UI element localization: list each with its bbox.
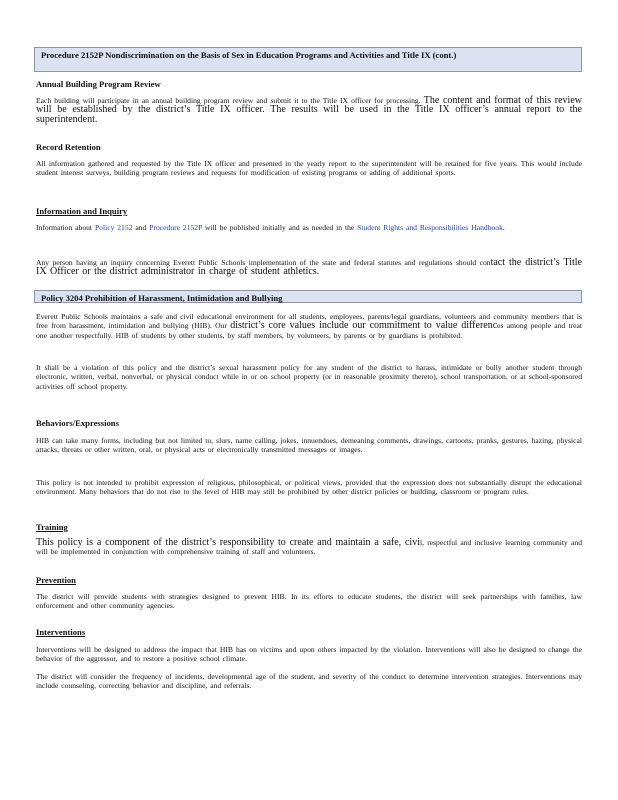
heading-prevention: Prevention bbox=[36, 575, 76, 585]
info-text-a: Information about bbox=[36, 223, 93, 232]
paragraph-behaviors-2: This policy is not intended to prohibit expression of religious, philosophical, or political views, provided that the expression does not substantially disrupt the educational environment. Many behaviors that do not rise to the level of HIB may still be prohibited by other district policies or building, classroom or program rules. bbox=[36, 478, 582, 497]
inquiry-text-b: tact the district’s Title IX Officer or the district administrator in charge of student athletics. bbox=[36, 257, 583, 278]
info-text-c: will be published initially and as needed in the bbox=[204, 223, 355, 232]
policy-text-b: district’s core values include our commitment to value differenc bbox=[230, 320, 498, 332]
heading-information-inquiry: Information and Inquiry bbox=[36, 206, 128, 216]
link-student-handbook[interactable]: Student Rights and Responsibilities Handbook bbox=[357, 223, 503, 232]
header-title: Procedure 2152P Nondiscrimination on the Basis of Sex in Education Programs and Activities and Title IX (cont.) bbox=[41, 50, 457, 60]
paragraph-policy-1 bbox=[36, 312, 582, 340]
paragraph-annual-review bbox=[36, 96, 582, 124]
policy-text-a: Everett Public Schools maintains a safe and civil educational environment for all students, employees, parents/legal guardians, volunteers and community members that is free from harassment, intimidation and bullying (HIB). Our bbox=[36, 312, 582, 331]
heading-record-retention: Record Retention bbox=[36, 142, 101, 152]
annual-text-2: The content and format of this review will be established by the district’s Title IX officer. The results will be used in the Title IX officer’s annual report to the superintendent. bbox=[36, 95, 582, 125]
heading-interventions: Interventions bbox=[36, 627, 86, 637]
annual-text-1: Each building will participate in an annual building program review and submit it to the Title IX officer for processing. bbox=[36, 96, 421, 105]
paragraph-record-retention: All information gathered and requested by the Title IX officer and presented in the yearly report to the superintendent will be retained for five years. This would include student interest surveys, building program reviews and requests for modification of existing programs or adding of additional sports. bbox=[36, 159, 582, 178]
inquiry-text-a: Any person having an inquiry concerning Everett Public Schools implementation of the state and federal statutes and regulations should con bbox=[36, 258, 491, 267]
section-header-procedure-2152p bbox=[34, 47, 582, 72]
paragraph-interventions-1: Interventions will be designed to address the impact that HIB has on victims and upon others impacted by the violation. Interventions will also be designed to change the behavior of the aggressor, and to restore a positive school climate. bbox=[36, 645, 582, 664]
training-text-a: This policy is a component of the district’s responsibility to create and maintain a safe, civi bbox=[36, 537, 420, 548]
paragraph-inquiry bbox=[36, 258, 582, 277]
paragraph-training bbox=[36, 538, 582, 557]
heading-annual-review: Annual Building Program Review bbox=[36, 79, 161, 89]
link-procedure-2152p[interactable]: Procedure 2152P bbox=[149, 223, 203, 232]
paragraph-behaviors-1: HIB can take many forms, including but not limited to, slurs, name calling, jokes, innuendoes, demeaning comments, drawings, cartoons, pranks, gestures, hazing, physical attacks, threats or other written, oral, or physical acts or electronically transmitted messages or images. bbox=[36, 436, 582, 455]
paragraph-interventions-2: The district will consider the frequency of incidents, developmental age of the student, and severity of the conduct to determine intervention strategies. Interventions may include counseling, correcting behavior and discipline, and referrals. bbox=[36, 672, 582, 691]
paragraph-prevention: The district will provide students with strategies designed to prevent HIB. In its efforts to educate students, the district will seek partnerships with families, law enforcement and other community agencies. bbox=[36, 592, 582, 611]
info-text-d: . bbox=[502, 223, 505, 232]
link-policy-2152[interactable]: Policy 2152 bbox=[94, 223, 133, 232]
info-text-b: and bbox=[135, 223, 147, 232]
heading-behaviors: Behaviors/Expressions bbox=[36, 418, 119, 428]
section-header-policy-3204 bbox=[34, 290, 582, 303]
paragraph-policy-2: It shall be a violation of this policy and the district’s sexual harassment policy for any student of the district to harass, intimidate or bully another student through electronic, written, verbal, nonverbal, or physical conduct while in or on school property (or in reasonable proximity thereto), school transportation, or at school-sponsored activities off school property. bbox=[36, 363, 582, 391]
training-text-b: l, respectful and inclusive learning community and will be implemented in conjunction with comprehensive training of staff and volunteers. bbox=[36, 538, 582, 557]
policy-text-c: es among people and treat one another respectfully. HIB of students by other students, by staff members, by volunteers, by parents or by guardians is prohibited. bbox=[36, 321, 582, 340]
heading-training: Training bbox=[36, 522, 68, 532]
paragraph-information bbox=[36, 223, 582, 232]
header-title-2: Policy 3204 Prohibition of Harassment, Intimidation and Bullying bbox=[41, 293, 283, 303]
